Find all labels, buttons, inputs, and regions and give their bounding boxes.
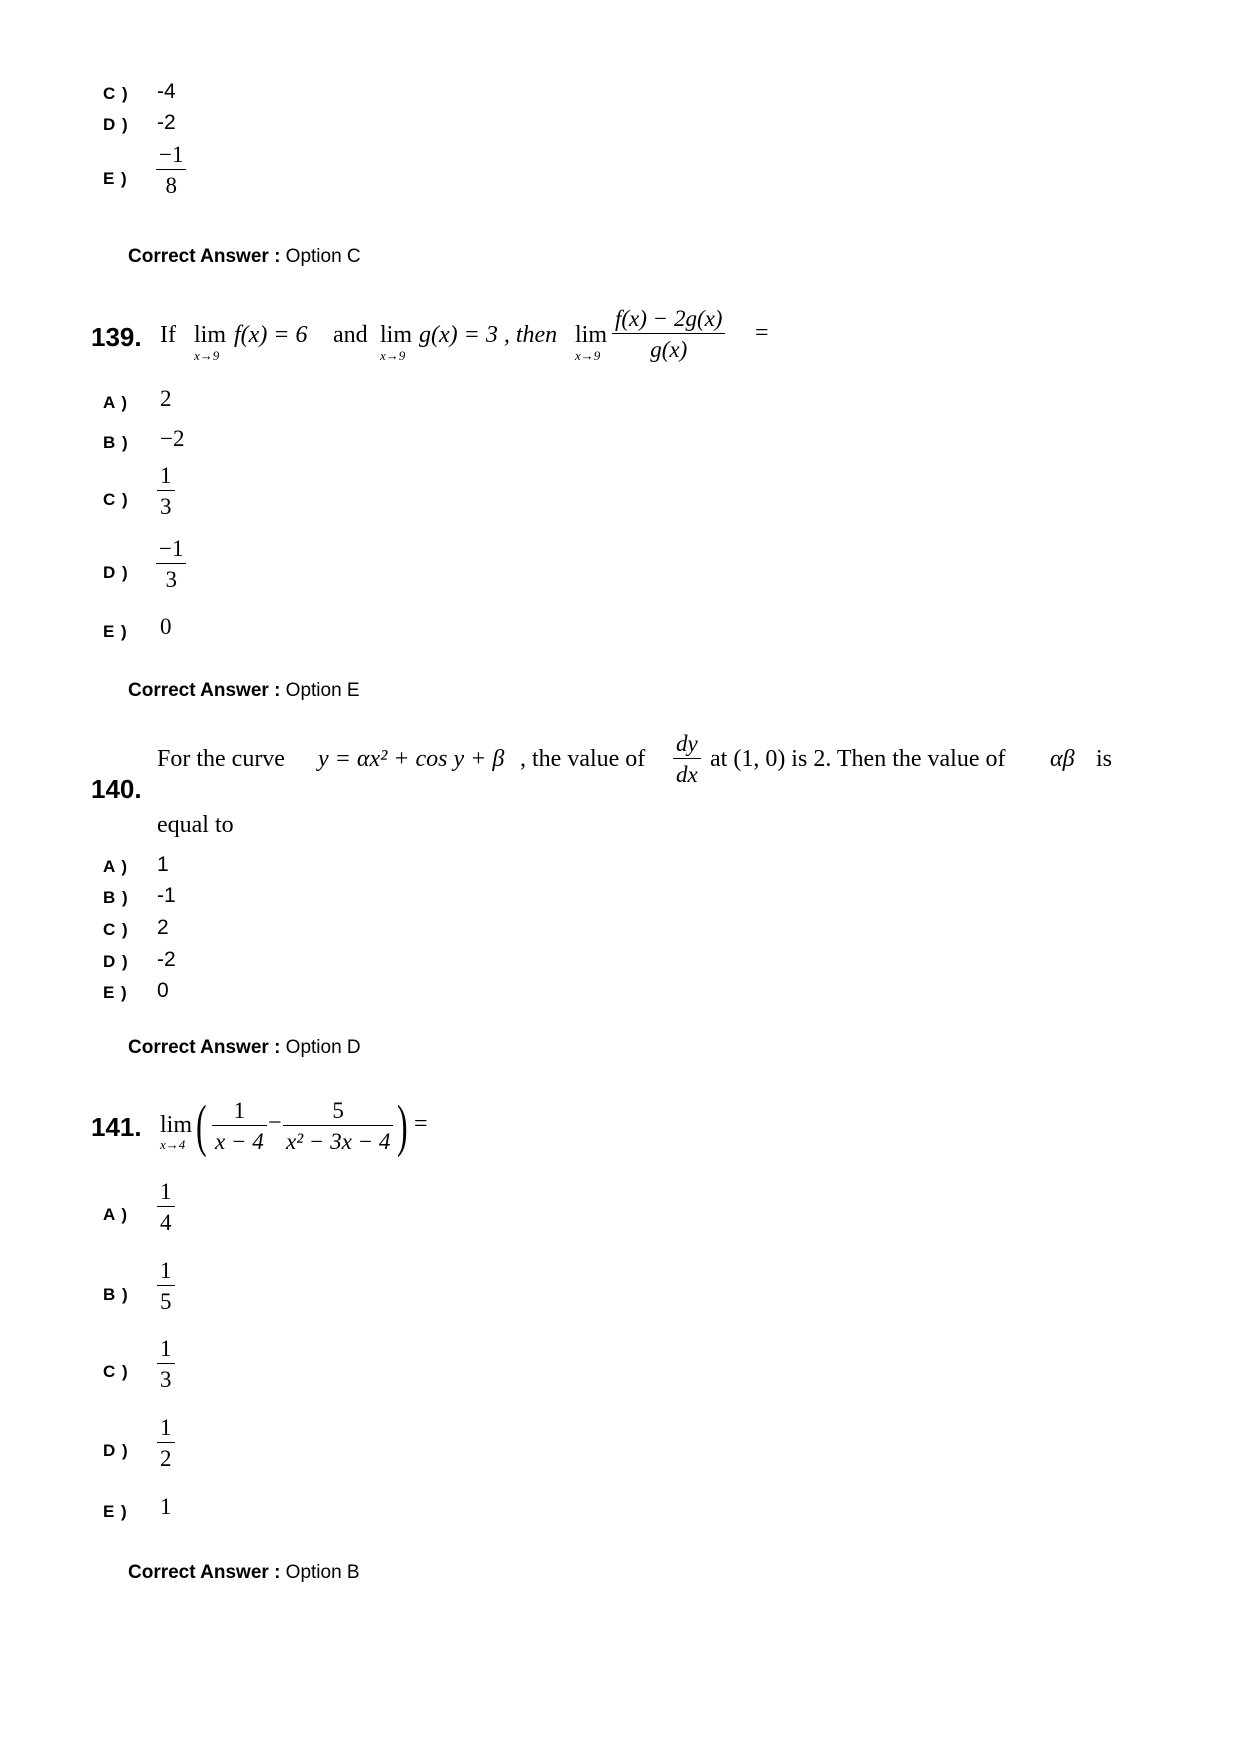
option-label: C ) [103, 1362, 129, 1381]
limit-subscript: x→9 [380, 348, 406, 363]
minus-sign: − [268, 1110, 282, 1136]
fraction-denominator: 8 [165, 173, 177, 198]
question-text-continued: equal to [157, 812, 234, 838]
option-value: 1 [157, 853, 169, 876]
option-label: A ) [103, 857, 129, 876]
question-text: , the value of [520, 746, 646, 772]
option-label: E ) [103, 983, 128, 1002]
limit-operator: lim [575, 322, 608, 348]
option-fraction [157, 1416, 175, 1470]
correct-answer-value: Option C [285, 246, 361, 267]
option-value: -4 [157, 80, 176, 103]
question-text: is [1096, 746, 1113, 772]
fraction-numerator: −1 [159, 536, 184, 561]
option-label: D ) [103, 1441, 129, 1460]
question-number: 140. [91, 774, 142, 804]
option-fraction [157, 1337, 175, 1391]
option-value: -2 [157, 111, 176, 134]
fraction-denominator: 4 [160, 1210, 172, 1235]
correct-answer [128, 246, 361, 268]
option-label: E ) [103, 169, 128, 188]
fraction-denominator: 5 [160, 1289, 172, 1314]
limit-fraction [612, 307, 725, 361]
open-parenthesis: ( [196, 1093, 207, 1158]
fraction-numerator: 1 [160, 1258, 172, 1283]
fraction-denominator: x − 4 [215, 1129, 264, 1154]
option-fraction [156, 537, 186, 591]
math-equation: y = αx² + cos y + β [318, 746, 505, 772]
option-label: A ) [103, 393, 129, 412]
option-label: C ) [103, 84, 129, 103]
fraction-denominator: g(x) [650, 337, 688, 362]
fraction-denominator: 3 [160, 494, 172, 519]
option-label: A ) [103, 1205, 129, 1224]
fraction-one [212, 1099, 267, 1153]
option-label: E ) [103, 1502, 128, 1521]
limit-subscript: x→9 [194, 348, 220, 363]
option-label: B ) [103, 1285, 129, 1304]
option-label: D ) [103, 115, 129, 134]
question-text: at (1, 0) is 2. Then the value of [710, 746, 1006, 772]
option-label: D ) [103, 563, 129, 582]
option-label: C ) [103, 490, 129, 509]
correct-answer-value: Option B [285, 1562, 360, 1583]
fraction-numerator: 1 [233, 1098, 246, 1123]
fraction-numerator: 5 [332, 1098, 344, 1123]
question-text: If [160, 322, 176, 348]
option-value: 1 [160, 1494, 172, 1519]
equals-sign: = [414, 1111, 428, 1137]
math-expression: g(x) = 3 , then [419, 322, 558, 348]
limit-operator: lim [160, 1112, 193, 1138]
question-text: and [333, 322, 368, 348]
correct-answer-label: Correct Answer : [128, 1037, 281, 1058]
fraction-numerator: dy [676, 731, 698, 756]
fraction-numerator: f(x) − 2g(x) [615, 306, 723, 331]
option-value: −2 [160, 426, 185, 451]
option-label: B ) [103, 433, 129, 452]
correct-answer-label: Correct Answer : [128, 246, 281, 267]
option-fraction [157, 1259, 175, 1313]
limit-operator: lim [194, 322, 227, 348]
question-text: For the curve [157, 746, 285, 772]
correct-answer [128, 1037, 361, 1059]
equals-sign: = [755, 320, 769, 346]
correct-answer-value: Option E [285, 680, 360, 701]
fraction-numerator: 1 [160, 463, 172, 488]
correct-answer [128, 680, 360, 702]
derivative-fraction [673, 732, 701, 786]
limit-subscript: x→9 [575, 348, 601, 363]
option-value: 0 [157, 979, 169, 1002]
option-value: 0 [160, 614, 172, 639]
option-value: 2 [160, 386, 172, 411]
correct-answer-value: Option D [285, 1037, 361, 1058]
fraction-numerator: 1 [160, 1415, 172, 1440]
option-fraction [157, 1180, 175, 1234]
option-value: 2 [157, 916, 169, 939]
question-number: 141. [91, 1112, 142, 1142]
fraction-denominator: 2 [160, 1446, 172, 1471]
limit-subscript: x→4 [160, 1137, 186, 1152]
close-parenthesis: ) [397, 1093, 408, 1158]
math-expression: f(x) = 6 [234, 322, 308, 348]
correct-answer-label: Correct Answer : [128, 1562, 281, 1583]
fraction-denominator: dx [676, 762, 698, 787]
correct-answer [128, 1562, 360, 1584]
fraction-denominator: 3 [160, 1367, 172, 1392]
option-label: E ) [103, 622, 128, 641]
option-value: -1 [157, 884, 176, 907]
option-fraction [156, 143, 186, 197]
fraction-numerator: 1 [160, 1179, 172, 1204]
math-product: αβ [1050, 746, 1075, 772]
option-fraction [157, 464, 175, 518]
fraction-numerator: 1 [160, 1336, 172, 1361]
question-number: 139. [91, 322, 142, 352]
option-label: D ) [103, 952, 129, 971]
fraction-denominator: x² − 3x − 4 [286, 1129, 391, 1154]
limit-operator: lim [380, 322, 413, 348]
fraction-numerator: −1 [159, 142, 184, 167]
option-label: B ) [103, 888, 129, 907]
correct-answer-label: Correct Answer : [128, 680, 281, 701]
option-label: C ) [103, 920, 129, 939]
option-value: -2 [157, 948, 176, 971]
fraction-two [283, 1099, 393, 1153]
fraction-denominator: 3 [165, 567, 177, 592]
